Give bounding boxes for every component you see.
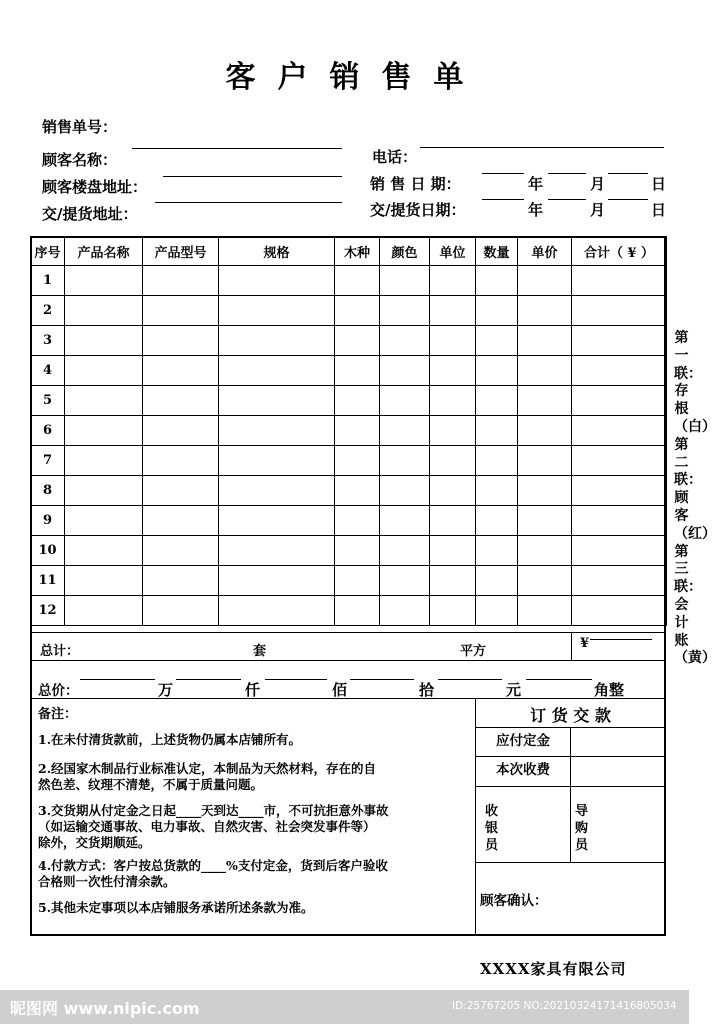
watermark-site: 昵图网 www.nipic.com [10,999,200,1018]
row-number: 3 [31,326,65,356]
col-qty: 数量 [476,237,518,266]
note-2a: 2.经国家木制品行业标准认定，本制品为天然材料，存在的自 [38,761,377,776]
delivery-date-label: 交/提货日期： [370,201,466,219]
shi-unit: 拾 [419,681,435,699]
sale-day-field[interactable] [608,173,648,174]
company-name: XXXX家具有限公司 [480,960,627,978]
row-number: 4 [31,356,65,386]
sqm-unit: 平方 [460,644,487,659]
row-number: 12 [31,596,65,626]
delivery-address-field[interactable] [155,202,342,203]
cashier-label: 收银员 [485,804,499,853]
delivery-month-field[interactable] [548,199,586,200]
row-number: 7 [31,446,65,476]
col-product-name: 产品名称 [65,237,143,266]
delivery-month-unit: 月 [590,201,606,219]
page-title: 客户销售单 [225,60,486,95]
sale-year-field[interactable] [482,173,524,174]
received-label: 本次收费 [496,762,550,778]
sale-year-unit: 年 [528,175,544,193]
sale-month-field[interactable] [548,173,586,174]
notes-label: 备注： [38,707,78,722]
note-4a: 4.付款方式：客户按总货款的____%支付定金，货到后客户验收 [38,858,388,873]
note-4b: 合格则一次性付清余款。 [38,874,176,889]
price-qian-field[interactable] [176,679,241,680]
col-model: 产品型号 [143,237,219,266]
price-bai-field[interactable] [265,679,327,680]
col-wood: 木种 [335,237,380,266]
price-yuan-field[interactable] [438,679,502,680]
delivery-day-field[interactable] [608,199,648,200]
col-price: 单价 [518,237,572,266]
row-number: 11 [31,566,65,596]
watermark-id: ID:25767205 NO:20210324171416805034 [452,1000,677,1012]
sale-date-label: 销 售 日 期： [370,175,461,193]
col-color: 颜色 [380,237,430,266]
phone-label: 电话： [372,148,418,166]
phone-field[interactable] [420,147,664,148]
row-number: 9 [31,506,65,536]
set-unit: 套 [253,644,267,659]
delivery-year-field[interactable] [482,199,524,200]
total-amount-field[interactable] [590,639,652,640]
price-label: 总价： [38,683,79,699]
note-3a: 3.交货期从付定金之日起____天到达____市，不可抗拒意外事故 [38,803,389,818]
total-label: 总计： [40,644,80,659]
price-wan-field[interactable] [80,679,155,680]
sale-no-label: 销售单号： [42,118,118,136]
row-number: 5 [31,386,65,416]
delivery-year-unit: 年 [528,201,544,219]
yuan-unit: 元 [506,681,522,699]
customer-name-label: 顾客名称： [42,151,118,169]
row-number: 8 [31,476,65,506]
col-total: 合计（ ¥ ） [572,237,667,266]
delivery-address-label: 交/提货地址： [42,205,138,223]
note-2b: 然色差、纹理不清楚，不属于质量问题。 [38,777,264,792]
row-number: 1 [31,266,65,296]
sale-day-unit: 日 [651,175,667,193]
delivery-day-unit: 日 [651,201,667,219]
qian-unit: 仟 [245,681,261,699]
note-1: 1.在未付清货款前，上述货物仍属本店铺所有。 [38,732,302,747]
jiao-unit: 角整 [594,681,625,699]
customer-name-field[interactable] [132,148,342,149]
copy-distribution-note: 第一联：存根（白）第二联：顾客（红）第三联：会计账（黄） [674,330,716,667]
deposit-label: 应付定金 [496,733,550,749]
confirm-label: 顾客确认： [480,893,548,909]
guide-label: 导购员 [575,804,589,853]
wan-unit: 万 [158,681,174,699]
col-unit: 单位 [430,237,476,266]
note-5: 5.其他未定事项以本店铺服务承诺所述条款为准。 [38,900,314,915]
price-jiao-field[interactable] [526,679,592,680]
bai-unit: 佰 [332,681,348,699]
row-number: 6 [31,416,65,446]
note-3b: （如运输交通事故、电力事故、自然灾害、社会突发事件等） [38,819,376,834]
address-label: 顾客楼盘地址： [42,178,148,196]
order-title: 订 货 交 款 [530,706,611,725]
address-field[interactable] [163,176,342,177]
col-no: 序号 [31,237,65,266]
sale-month-unit: 月 [590,175,606,193]
deposit-field[interactable] [570,727,666,757]
note-3c: 除外，交货期顺延。 [38,835,151,850]
yen-symbol: ¥ [580,636,590,651]
received-field[interactable] [570,756,666,787]
col-spec: 规格 [219,237,335,266]
row-number: 2 [31,296,65,326]
price-shi-field[interactable] [350,679,414,680]
total-row [30,632,572,661]
row-number: 10 [31,536,65,566]
